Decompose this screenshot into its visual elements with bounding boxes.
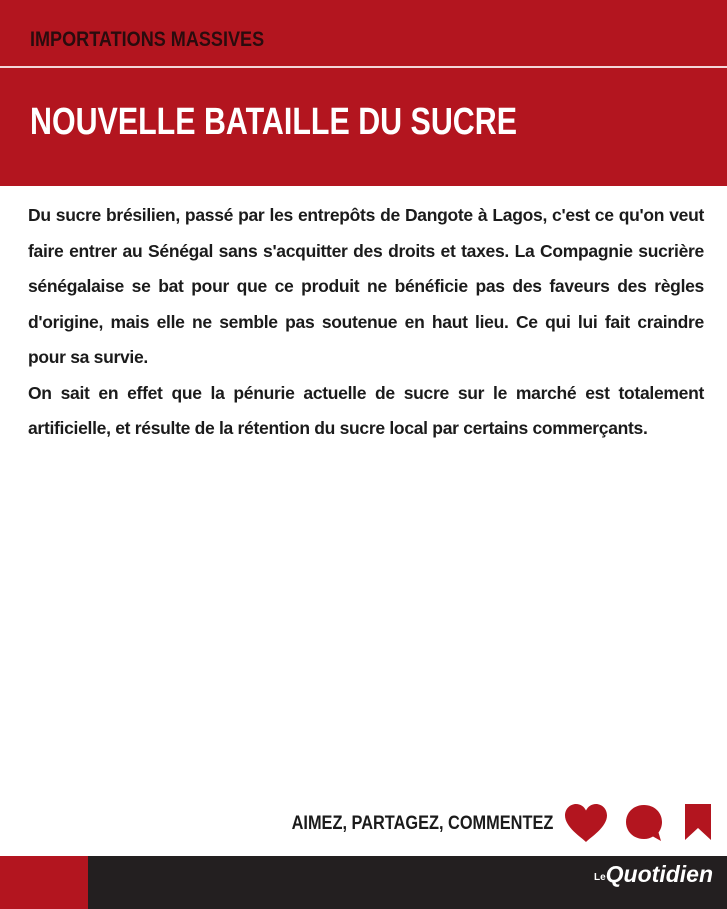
kicker-label: IMPORTATIONS MASSIVES — [30, 28, 265, 51]
logo-name: Quotidien — [605, 861, 713, 887]
comment-bubble-icon[interactable] — [624, 803, 664, 843]
bookmark-icon[interactable] — [683, 803, 713, 841]
footer-bar — [0, 856, 727, 909]
page-title: NOUVELLE BATAILLE DU SUCRE — [30, 101, 517, 143]
share-call-to-action: AIMEZ, PARTAGEZ, COMMENTEZ — [291, 813, 553, 834]
logo-prefix: Le — [594, 872, 606, 883]
heart-icon[interactable] — [563, 803, 609, 843]
article-paragraph: On sait en effet que la pénurie actuelle de sucre sur le marché est totalement artificielle, et résulte de la rétention du sucre local par certains commerçants. — [28, 382, 704, 438]
article-paragraph: Du sucre brésilien, passé par les entrepôts de Dangote à Lagos, c'est ce qu'on veut faire entrer au Sénégal sans s'acquitter des droits et taxes. La Compagnie sucrière sénégalaise se bat pour que ce produit ne bénéficie pas des faveurs des règles d'origine, mais elle ne semble pas soutenue en haut lieu. Ce qui lui fait craindre pour sa survie. — [28, 205, 704, 367]
header-banner — [0, 0, 727, 186]
footer-accent — [0, 856, 88, 909]
brand-logo — [594, 861, 713, 888]
article-body — [28, 198, 704, 447]
header-divider — [0, 66, 727, 68]
